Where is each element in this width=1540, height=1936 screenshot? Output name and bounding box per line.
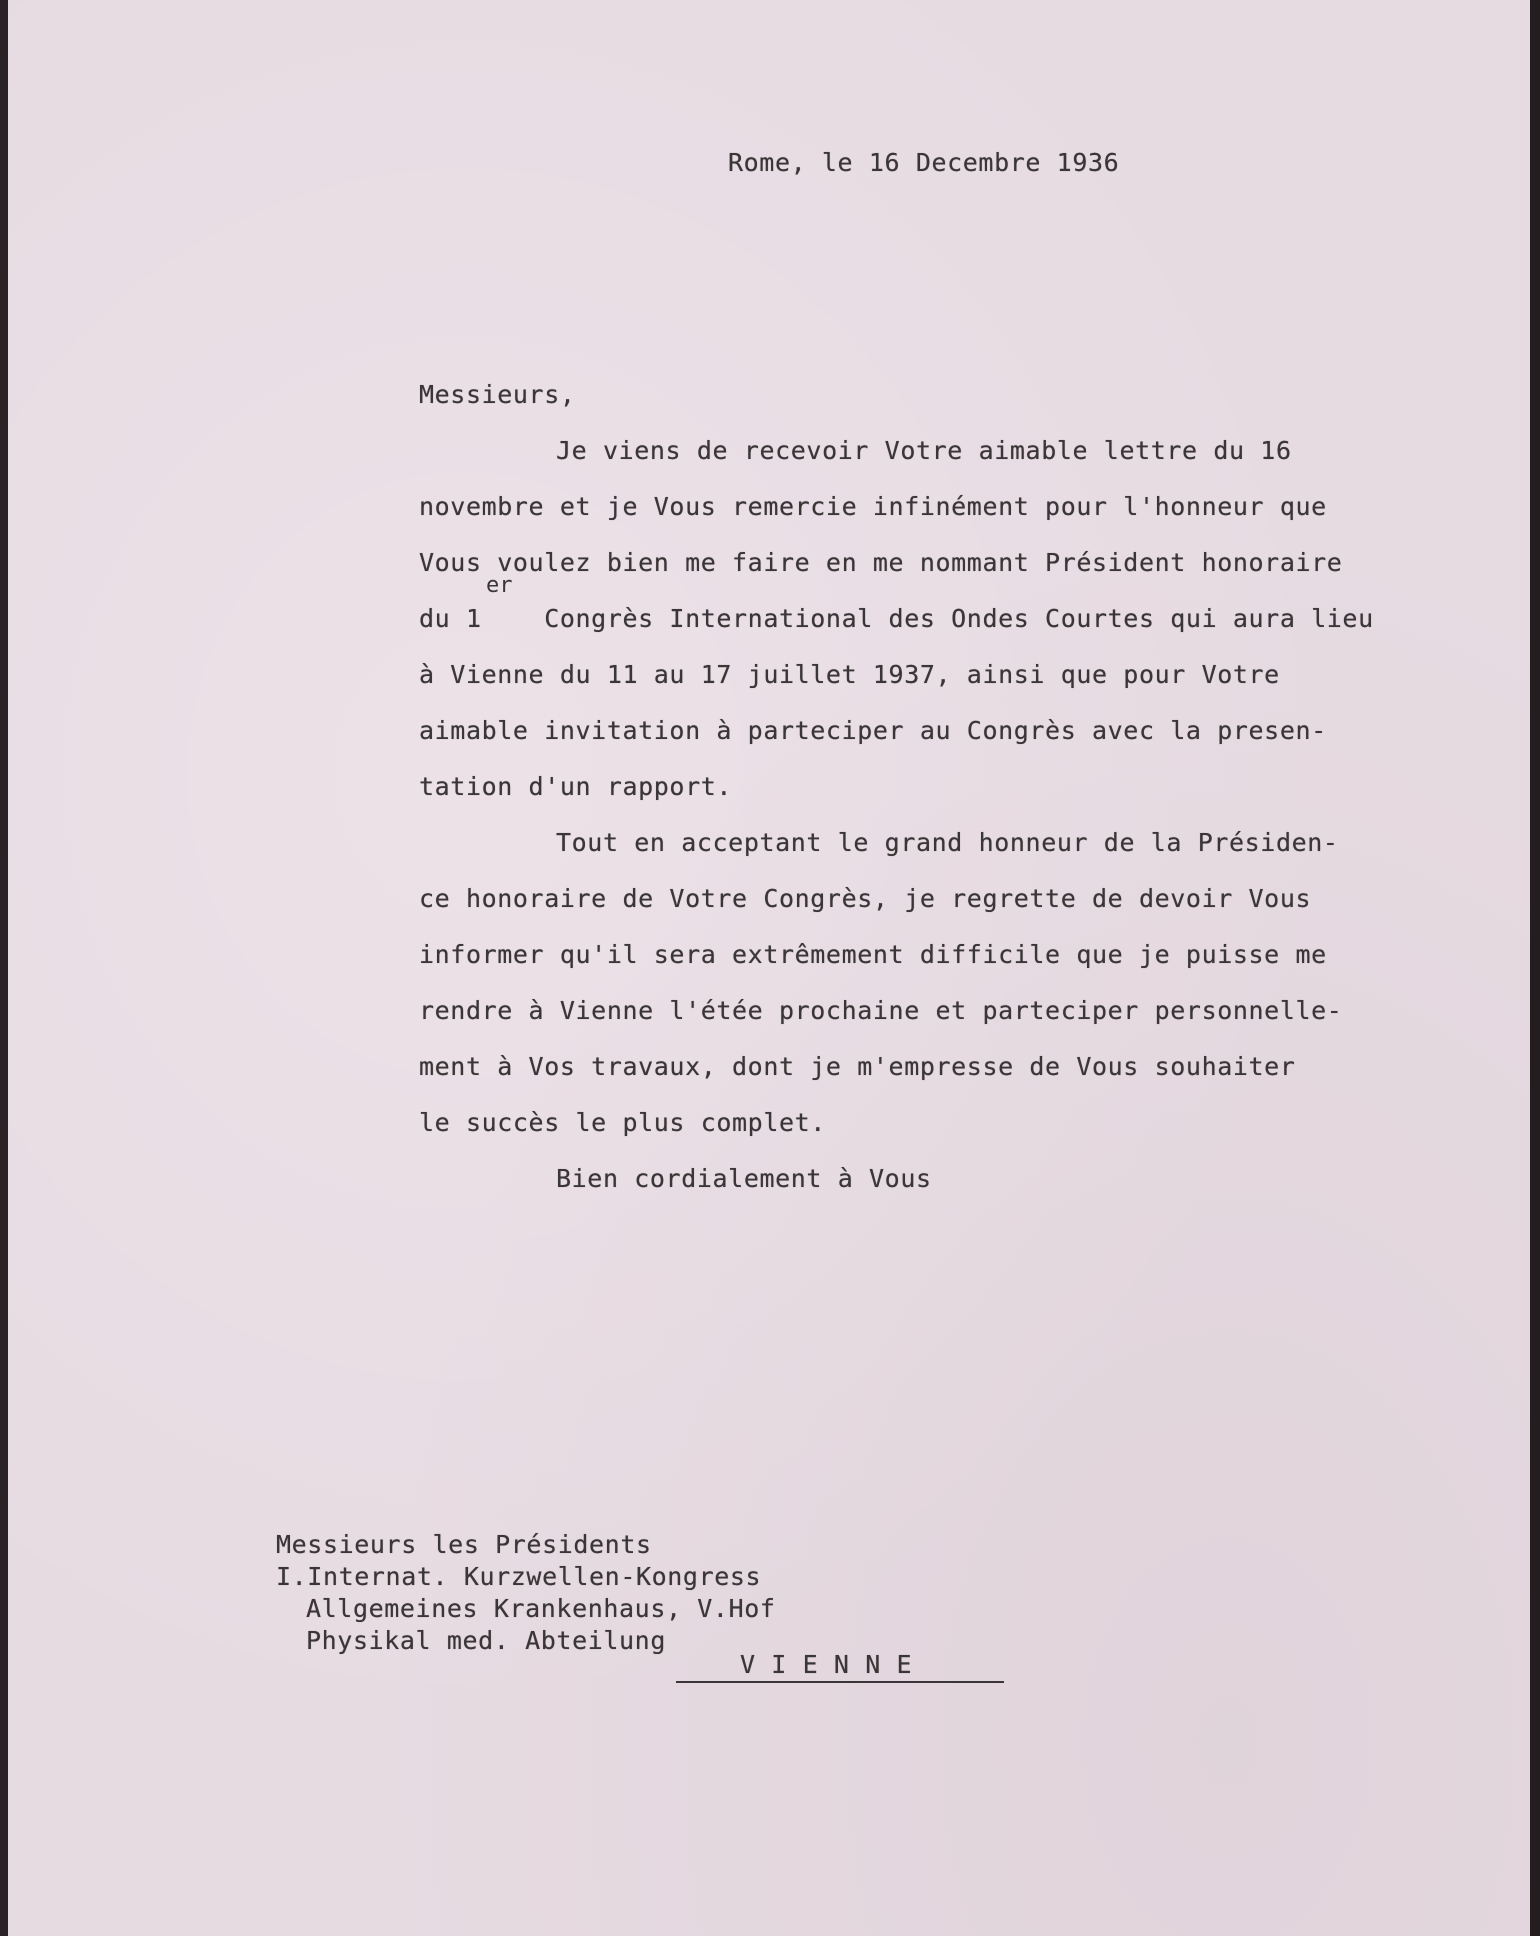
closing: Bien cordialement à Vous: [556, 1164, 932, 1193]
body-line-7: tation d'un rapport.: [419, 772, 733, 801]
salutation: Messieurs,: [419, 380, 576, 409]
ordinal-superscript: er: [486, 573, 513, 598]
body-line-4: du 1 Congrès International des Ondes Courtes qui aura lieu: [419, 604, 1374, 633]
body-line-9: ce honoraire de Votre Congrès, je regrette de devoir Vous: [419, 884, 1312, 913]
body-line-11: rendre à Vienne l'étée prochaine et parteciper personnelle-: [419, 996, 1343, 1025]
body-line-8: Tout en acceptant le grand honneur de la Présiden-: [556, 828, 1339, 857]
address-line-3: Allgemeines Krankenhaus, V.Hof: [306, 1594, 776, 1623]
address-line-1: Messieurs les Présidents: [276, 1530, 652, 1559]
address-city: V I E N N E: [740, 1650, 913, 1679]
body-line-3: Vous voulez bien me faire en me nommant Président honoraire: [419, 548, 1343, 577]
address-line-2: I.Internat. Kurzwellen-Kongress: [276, 1562, 762, 1591]
body-line-6: aimable invitation à parteciper au Congrès avec la presen-: [419, 716, 1327, 745]
scan-edge: [1530, 0, 1540, 1936]
letter-sheet: [8, 0, 1532, 1936]
body-line-2: novembre et je Vous remercie infinément pour l'honneur que: [419, 492, 1327, 521]
body-line-1: Je viens de recevoir Votre aimable lettre du 16: [556, 436, 1292, 465]
body-line-5: à Vienne du 11 au 17 juillet 1937, ainsi que pour Votre: [419, 660, 1280, 689]
body-line-13: le succès le plus complet.: [419, 1108, 826, 1137]
city-underline: [676, 1681, 1004, 1683]
body-line-10: informer qu'il sera extrêmement difficile que je puisse me: [419, 940, 1327, 969]
date-line: Rome, le 16 Decembre 1936: [728, 148, 1120, 177]
body-line-12: ment à Vos travaux, dont je m'empresse de Vous souhaiter: [419, 1052, 1296, 1081]
address-line-4: Physikal med. Abteilung: [306, 1626, 666, 1655]
